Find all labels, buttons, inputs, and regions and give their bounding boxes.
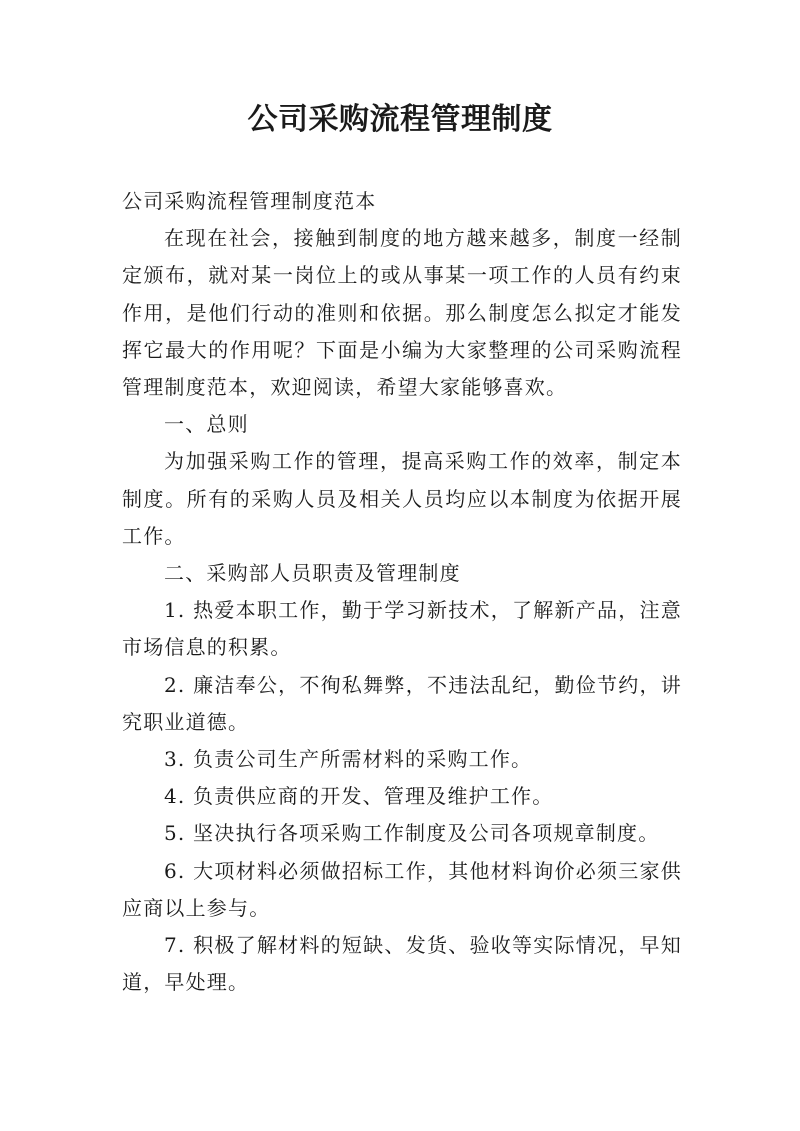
duty-item-3: 3. 负责公司生产所需材料的采购工作。 — [164, 747, 533, 772]
duty-item-1: 1. 热爱本职工作，勤于学习新技术，了解新产品，注意市场信息的积累。 — [122, 598, 682, 660]
document-title: 公司采购流程管理制度 — [247, 102, 553, 137]
duty-item-4: 4. 负责供应商的开发、管理及维护工作。 — [164, 784, 554, 809]
intro-paragraph: 在现在社会，接触到制度的地方越来越多，制度一经制定颁布，就对某一岗位上的或从事某一项工作的人员有约束作用，是他们行动的准则和依据。那么制度怎么拟定才能发挥它最大的作用呢？下面是小编为大家整理的公司采购流程管理制度范本，欢迎阅读，希望大家能够喜欢。 — [122, 226, 682, 400]
duty-item-5: 5. 坚决执行各项采购工作制度及公司各项规章制度。 — [164, 821, 660, 846]
duty-item-2: 2. 廉洁奉公，不徇私舞弊，不违法乱纪，勤俭节约，讲究职业道德。 — [122, 672, 682, 734]
duty-item-6: 6. 大项材料必须做招标工作，其他材料询价必须三家供应商以上参与。 — [122, 858, 682, 920]
subtitle-paragraph: 公司采购流程管理制度范本 — [122, 189, 377, 213]
duty-item-7: 7. 积极了解材料的短缺、发货、验收等实际情况，早知道，早处理。 — [122, 933, 682, 995]
general-paragraph: 为加强采购工作的管理，提高采购工作的效率，制定本制度。所有的采购人员及相关人员均应以本制度为依据开展工作。 — [122, 449, 682, 548]
document-body — [122, 183, 682, 1001]
section-heading-duties: 二、采购部人员职责及管理制度 — [164, 561, 461, 586]
section-heading-general: 一、总则 — [164, 412, 249, 437]
